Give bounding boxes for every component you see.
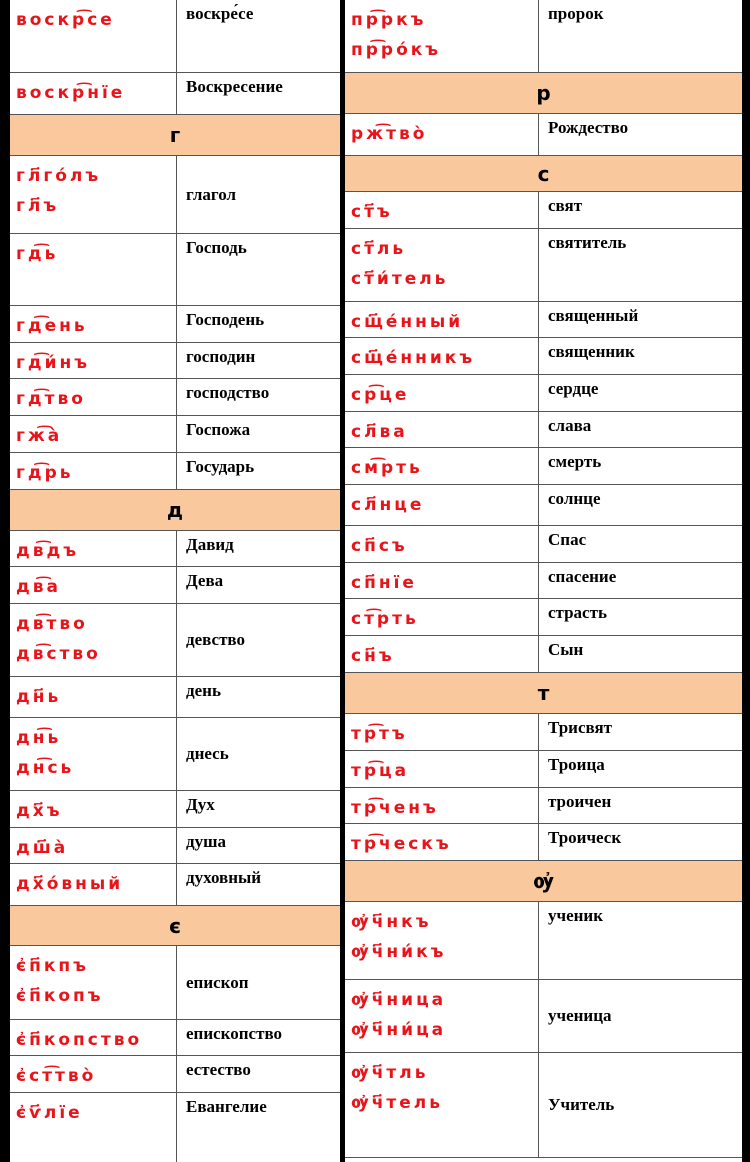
church-slavonic-form: ст҃ль [351,239,407,259]
russian-word: Дух [186,795,215,814]
church-slavonic-cell [10,864,177,905]
church-slavonic-form: дв͡дъ [16,541,79,561]
church-slavonic-cell [345,599,539,635]
church-slavonic-form: дв͡ство [16,644,101,664]
russian-word: епископство [186,1024,283,1043]
table-row [345,192,742,229]
church-slavonic-form: ѹ҆ч҃ни́къ [351,942,447,962]
table-row [345,302,742,338]
church-slavonic-cell [10,604,177,676]
russian-word: страсть [548,603,607,622]
russian-word: Рождество [548,118,629,137]
table-row [345,563,742,599]
church-slavonic-form: дв͡а [16,577,61,597]
section-header: р [345,73,742,114]
church-slavonic-form: воскр͡се [16,10,115,30]
table-row [10,531,340,567]
section-header: т [345,673,742,714]
church-slavonic-cell [10,1020,177,1055]
table-row [10,1056,340,1093]
church-slavonic-cell [345,192,539,228]
church-slavonic-cell [345,0,539,72]
church-slavonic-form: гд͡и́нъ [16,353,91,373]
church-slavonic-form: пр͡ро́къ [351,40,442,60]
church-slavonic-cell [10,1056,177,1092]
section-header: с [345,156,742,192]
church-slavonic-cell [10,1093,177,1162]
church-slavonic-cell [10,234,177,305]
church-slavonic-form: ѹ҆ч҃ни́ца [351,1020,447,1040]
church-slavonic-form: гд͡ь [16,244,59,264]
church-slavonic-form: сщ҃е́нный [351,312,464,332]
church-slavonic-form: пр͡ркъ [351,10,427,30]
church-slavonic-form: дш҃а̀ [16,838,69,858]
church-slavonic-cell [345,751,539,787]
church-slavonic-cell [10,379,177,415]
russian-word: Государь [186,457,255,476]
russian-word: священный [548,306,639,325]
russian-word: господство [186,383,270,402]
church-slavonic-form: дх҃ъ [16,801,63,821]
church-slavonic-form: дх҃о́вный [16,874,124,894]
table-row [345,902,742,980]
church-slavonic-cell [10,567,177,603]
church-slavonic-cell [345,636,539,672]
church-slavonic-cell [10,791,177,827]
church-slavonic-form: є҆ст͡тво̀ [16,1066,97,1086]
russian-word: ученица [548,1006,612,1025]
table-row [10,718,340,791]
section-header: г [10,115,340,156]
russian-word: епископ [186,972,249,992]
church-slavonic-form: сщ҃е́нникъ [351,348,476,368]
church-slavonic-cell [345,338,539,374]
church-slavonic-form: тр͡ческъ [351,834,452,854]
church-slavonic-form: см͡рть [351,458,423,478]
russian-word: слава [548,416,592,435]
church-slavonic-cell [345,788,539,823]
church-slavonic-cell [10,0,177,72]
church-slavonic-cell [10,677,177,717]
russian-word: Давид [186,535,234,554]
russian-word: господин [186,347,256,366]
table-row [10,1020,340,1056]
russian-word: сердце [548,379,599,398]
russian-word: Господь [186,238,247,257]
russian-word: Сын [548,640,584,659]
russian-word: пророк [548,4,604,23]
church-slavonic-form: є҆п҃копство [16,1030,143,1050]
church-slavonic-cell [10,718,177,790]
church-slavonic-form: сп҃нїе [351,573,417,593]
russian-word: Госпожа [186,420,251,439]
church-slavonic-cell [10,531,177,566]
table-row [10,0,340,73]
church-slavonic-form: сн҃ъ [351,646,395,666]
russian-word: Господень [186,310,265,329]
church-slavonic-form: ѹ҆ч҃тель [351,1093,443,1113]
church-slavonic-form: ст҃ъ [351,202,393,222]
russian-word: Троица [548,755,605,774]
church-slavonic-cell [10,73,177,114]
church-slavonic-form: гл҃го́лъ [16,166,102,186]
russian-word: глагол [186,184,237,204]
church-slavonic-cell [345,526,539,562]
russian-word: Воскресение [186,77,283,96]
table-row [10,604,340,677]
table-row [345,448,742,485]
church-slavonic-form: тр͡ца [351,761,410,781]
church-slavonic-form: дн҃ь [16,687,62,707]
table-row [10,567,340,604]
church-slavonic-form: сп҃съ [351,536,408,556]
table-row [345,114,742,156]
church-slavonic-form: ст͡рть [351,609,419,629]
table-row [10,1093,340,1162]
russian-word: свят [548,196,583,215]
church-slavonic-cell [345,980,539,1052]
church-slavonic-cell [10,828,177,863]
russian-word: смерть [548,452,602,471]
table-row [10,306,340,343]
table-row [345,599,742,636]
russian-word: день [186,681,221,700]
table-row [345,412,742,448]
russian-word: солнце [548,489,601,508]
table-row [345,338,742,375]
table-row [10,379,340,416]
russian-word: священник [548,342,635,361]
church-slavonic-cell [345,229,539,301]
church-slavonic-form: дн͡сь [16,758,75,778]
church-slavonic-cell [345,375,539,411]
table-row [345,980,742,1053]
church-slavonic-cell [345,412,539,447]
table-row [345,714,742,751]
church-slavonic-form: дв͡тво [16,614,88,634]
church-slavonic-form: ст҃и́тель [351,269,449,289]
church-slavonic-cell [10,343,177,378]
church-slavonic-cell [10,946,177,1019]
church-slavonic-form: рж͡тво̀ [351,124,428,144]
russian-word: троичен [548,792,612,811]
table-row [10,343,340,379]
table-row [10,416,340,453]
table-row [345,1053,742,1158]
church-slavonic-form: воскр͡нїе [16,83,126,103]
church-slavonic-cell [345,824,539,860]
table-row [10,828,340,864]
russian-word: Трисвят [548,718,612,737]
church-slavonic-form: ѹ҆ч҃нкъ [351,912,432,932]
russian-word: днесь [186,744,229,763]
church-slavonic-cell [345,563,539,598]
table-row [345,751,742,788]
left-column [10,0,340,1162]
russian-word: Дева [186,571,224,590]
russian-word: воскре́се [186,4,254,23]
russian-word: естество [186,1060,251,1079]
church-slavonic-form: є҆п҃кпъ [16,956,89,976]
church-slavonic-form: ѹ҆ч҃тль [351,1063,429,1083]
church-slavonic-cell [10,306,177,342]
church-slavonic-form: тр͡ченъ [351,798,439,818]
church-slavonic-cell [345,902,539,979]
church-slavonic-cell [345,114,539,155]
russian-word: девство [186,630,245,649]
table-row [345,788,742,824]
table-row [10,791,340,828]
church-slavonic-form: є҆ѵ҃лїе [16,1103,83,1123]
russian-word: Троическ [548,828,622,847]
russian-word: святитель [548,233,627,252]
table-row [10,677,340,718]
church-slavonic-form: є҆п҃копъ [16,986,104,1006]
russian-word: душа [186,832,226,851]
church-slavonic-form: гж͡а̀ [16,426,63,446]
church-slavonic-cell [345,1053,539,1157]
table-row [10,946,340,1020]
table-row [345,526,742,563]
russian-word: ученик [548,906,604,925]
church-slavonic-cell [345,448,539,484]
church-slavonic-form: гд͡рь [16,463,74,483]
russian-word: спасение [548,567,617,586]
section-header: д [10,490,340,531]
table-row [345,0,742,73]
right-column [345,0,742,1162]
church-slavonic-form: ѹ҆ч҃ница [351,990,447,1010]
table-row [345,485,742,526]
church-slavonic-form: гд͡ень [16,316,88,336]
russian-word: духовный [186,868,262,887]
table-row [345,229,742,302]
table-row [10,453,340,490]
table-row [10,156,340,234]
church-slavonic-form: ср͡це [351,385,410,405]
church-slavonic-form: гд͡тво [16,389,86,409]
russian-word: Евангелие [186,1097,267,1116]
church-slavonic-cell [345,485,539,525]
church-slavonic-form: дн͡ь [16,728,62,748]
church-slavonic-form: тр͡тъ [351,724,408,744]
church-slavonic-form: гл҃ъ [16,196,60,216]
section-header: ѹ҆ [345,861,742,902]
section-header: є [10,906,340,946]
church-slavonic-cell [10,416,177,452]
church-slavonic-cell [10,156,177,233]
church-slavonic-cell [10,453,177,489]
church-slavonic-cell [345,302,539,337]
church-slavonic-form: сл҃ва [351,422,408,442]
table-row [10,864,340,906]
church-slavonic-form: сл҃нце [351,495,425,515]
table-row [345,824,742,861]
russian-word: Спас [548,530,587,549]
russian-word: Учитель [548,1095,615,1114]
table-row [345,636,742,673]
table-row [10,73,340,115]
table-row [345,375,742,412]
table-row [10,234,340,306]
church-slavonic-cell [345,714,539,750]
